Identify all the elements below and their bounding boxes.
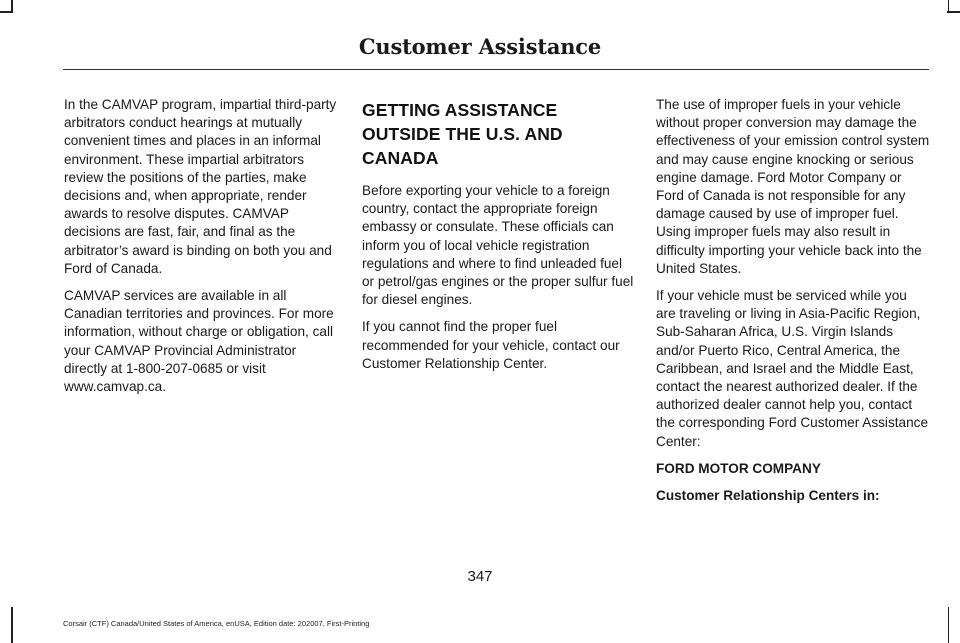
- crop-mark: [947, 11, 960, 13]
- crop-mark: [948, 607, 950, 643]
- paragraph: If your vehicle must be serviced while you are traveling or living in Asia-Pacific Region, Sub-Saharan Africa, U.S. Virgin Islands and/or Puerto Rico, Central America, the Caribbean, and Israel and the Middle East, contact the nearest authorized dealer. If the authorized dealer cannot help you, contact the corresponding Ford Customer Assistance Center:: [656, 288, 929, 449]
- crop-mark: [0, 11, 13, 13]
- header-divider: [63, 69, 929, 70]
- page-number: 347: [467, 568, 493, 585]
- company-name: FORD MOTOR COMPANY: [656, 460, 821, 476]
- paragraph: CAMVAP services are available in all Canadian territories and provinces. For more information, without charge or obligation, call your CAMVAP Provincial Administrator directly at 1-800-207-0685 or visit www.camvap.ca.: [64, 288, 334, 395]
- page-title: Customer Assistance: [358, 34, 602, 59]
- paragraph: In the CAMVAP program, impartial third-party arbitrators conduct hearings at mutually convenient times and places in an informal environment. These impartial arbitrators review the positions of the parties, make decisions and, when appropriate, render awards to resolve disputes. CAMVAP decisions are fast, fair, and final as the arbitrator’s award is binding on both you and Ford of Canada.: [64, 97, 337, 276]
- paragraph: Before exporting your vehicle to a foreign country, contact the appropriate foreign embassy or consulate. These officials can inform you of local vehicle registration regulations and where to find unleaded fuel or petrol/gas engines or the proper sulfur fuel for diesel engines.: [362, 183, 634, 308]
- paragraph: The use of improper fuels in your vehicle without proper conversion may damage the effectiveness of your emission control system and may cause engine knocking or serious engine damage. Ford Motor Company or Ford of Canada is not responsible for any damage caused by use of improper fuel. Using improper fuels may also result in difficulty importing your vehicle back into the United States.: [656, 97, 930, 276]
- centers-label: Customer Relationship Centers in:: [656, 488, 880, 504]
- paragraph: If you cannot find the proper fuel recommended for your vehicle, contact our Customer Relationship Center.: [362, 319, 620, 371]
- text-column-2: [362, 96, 636, 382]
- section-heading: GETTING ASSISTANCE OUTSIDE THE U.S. AND CANADA: [362, 100, 563, 168]
- text-column-3: [656, 96, 930, 514]
- crop-mark: [11, 607, 13, 643]
- text-column-1: [64, 96, 338, 405]
- edition-footer: Corsair (CTF) Canada/United States of America, enUSA, Edition date: 202007, First-Printing: [63, 619, 370, 628]
